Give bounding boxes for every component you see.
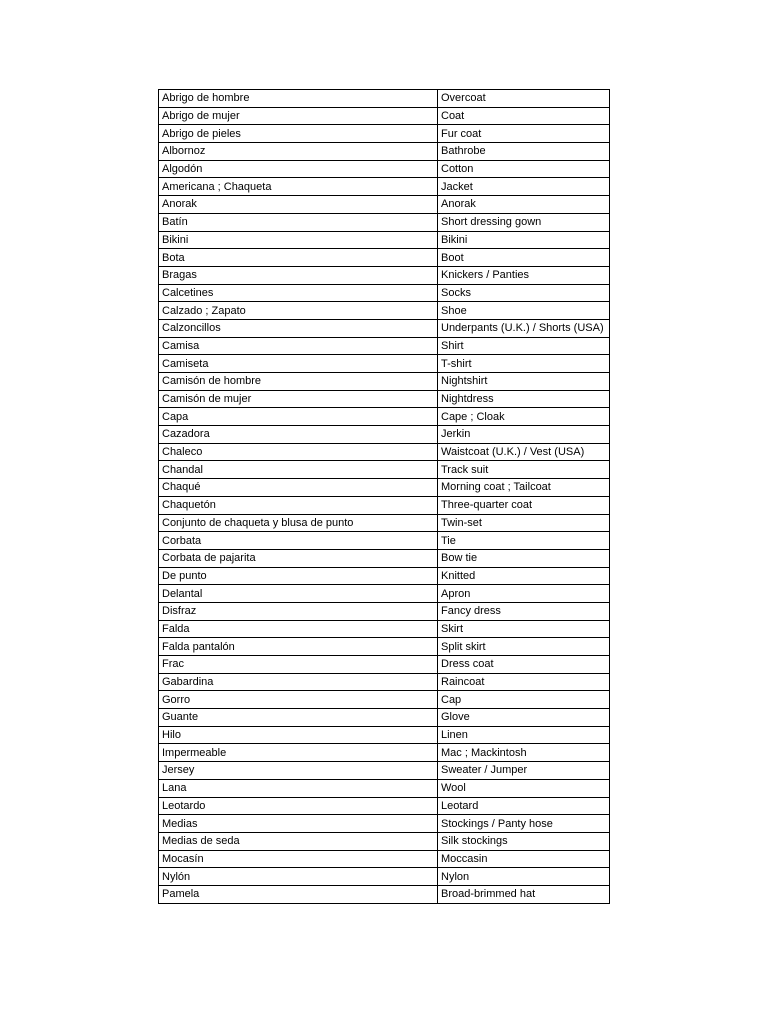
spanish-term-cell: De punto	[159, 567, 438, 585]
spanish-term-cell: Nylón	[159, 868, 438, 886]
english-term-cell: Knickers / Panties	[438, 266, 610, 284]
english-term-cell: T-shirt	[438, 355, 610, 373]
table-row	[159, 532, 610, 550]
english-term-cell: Leotard	[438, 797, 610, 815]
english-term-cell: Track suit	[438, 461, 610, 479]
english-term-cell: Sweater / Jumper	[438, 762, 610, 780]
english-term-cell: Nightdress	[438, 390, 610, 408]
english-term-cell: Cap	[438, 691, 610, 709]
table-row	[159, 143, 610, 161]
spanish-term-cell: Cazadora	[159, 426, 438, 444]
table-row	[159, 213, 610, 231]
table-row	[159, 107, 610, 125]
spanish-term-cell: Gabardina	[159, 673, 438, 691]
english-term-cell: Overcoat	[438, 90, 610, 108]
table-row	[159, 302, 610, 320]
table-row	[159, 815, 610, 833]
spanish-term-cell: Abrigo de mujer	[159, 107, 438, 125]
english-term-cell: Underpants (U.K.) / Shorts (USA)	[438, 319, 610, 337]
spanish-term-cell: Falda pantalón	[159, 638, 438, 656]
english-term-cell: Bow tie	[438, 549, 610, 567]
english-term-cell: Jerkin	[438, 426, 610, 444]
english-term-cell: Shirt	[438, 337, 610, 355]
english-term-cell: Raincoat	[438, 673, 610, 691]
english-term-cell: Mac ; Mackintosh	[438, 744, 610, 762]
table-row	[159, 620, 610, 638]
table-row	[159, 496, 610, 514]
spanish-term-cell: Hilo	[159, 726, 438, 744]
english-term-cell: Stockings / Panty hose	[438, 815, 610, 833]
spanish-term-cell: Abrigo de pieles	[159, 125, 438, 143]
table-row	[159, 160, 610, 178]
spanish-term-cell: Bikini	[159, 231, 438, 249]
table-row	[159, 461, 610, 479]
english-term-cell: Tie	[438, 532, 610, 550]
spanish-term-cell: Chaquetón	[159, 496, 438, 514]
english-term-cell: Apron	[438, 585, 610, 603]
english-term-cell: Fancy dress	[438, 602, 610, 620]
table-row	[159, 656, 610, 674]
table-row	[159, 443, 610, 461]
spanish-term-cell: Disfraz	[159, 602, 438, 620]
table-row	[159, 408, 610, 426]
table-row	[159, 762, 610, 780]
table-row	[159, 779, 610, 797]
table-row	[159, 337, 610, 355]
table-row	[159, 726, 610, 744]
table-row	[159, 709, 610, 727]
spanish-term-cell: Medias de seda	[159, 832, 438, 850]
table-row	[159, 850, 610, 868]
table-row	[159, 602, 610, 620]
spanish-term-cell: Impermeable	[159, 744, 438, 762]
spanish-term-cell: Guante	[159, 709, 438, 727]
english-term-cell: Waistcoat (U.K.) / Vest (USA)	[438, 443, 610, 461]
english-term-cell: Jacket	[438, 178, 610, 196]
english-term-cell: Split skirt	[438, 638, 610, 656]
table-row	[159, 390, 610, 408]
spanish-term-cell: Calcetines	[159, 284, 438, 302]
table-row	[159, 868, 610, 886]
spanish-term-cell: Delantal	[159, 585, 438, 603]
spanish-term-cell: Leotardo	[159, 797, 438, 815]
table-row	[159, 125, 610, 143]
english-term-cell: Wool	[438, 779, 610, 797]
table-row	[159, 514, 610, 532]
spanish-term-cell: Calzoncillos	[159, 319, 438, 337]
english-term-cell: Cape ; Cloak	[438, 408, 610, 426]
spanish-term-cell: Camisón de hombre	[159, 373, 438, 391]
english-term-cell: Skirt	[438, 620, 610, 638]
spanish-term-cell: Camiseta	[159, 355, 438, 373]
table-row	[159, 231, 610, 249]
spanish-term-cell: Frac	[159, 656, 438, 674]
spanish-term-cell: Camisa	[159, 337, 438, 355]
spanish-term-cell: Pamela	[159, 885, 438, 903]
english-term-cell: Knitted	[438, 567, 610, 585]
english-term-cell: Broad-brimmed hat	[438, 885, 610, 903]
english-term-cell: Shoe	[438, 302, 610, 320]
spanish-term-cell: Americana ; Chaqueta	[159, 178, 438, 196]
table-row	[159, 832, 610, 850]
english-term-cell: Anorak	[438, 196, 610, 214]
table-row	[159, 373, 610, 391]
spanish-term-cell: Corbata de pajarita	[159, 549, 438, 567]
table-row	[159, 284, 610, 302]
glossary-table	[158, 89, 610, 904]
english-term-cell: Nylon	[438, 868, 610, 886]
english-term-cell: Nightshirt	[438, 373, 610, 391]
english-term-cell: Linen	[438, 726, 610, 744]
spanish-term-cell: Gorro	[159, 691, 438, 709]
table-row	[159, 638, 610, 656]
table-row	[159, 744, 610, 762]
english-term-cell: Short dressing gown	[438, 213, 610, 231]
spanish-term-cell: Bragas	[159, 266, 438, 284]
table-row	[159, 549, 610, 567]
spanish-term-cell: Corbata	[159, 532, 438, 550]
spanish-term-cell: Batín	[159, 213, 438, 231]
english-term-cell: Silk stockings	[438, 832, 610, 850]
spanish-term-cell: Albornoz	[159, 143, 438, 161]
spanish-term-cell: Camisón de mujer	[159, 390, 438, 408]
spanish-term-cell: Mocasín	[159, 850, 438, 868]
english-term-cell: Twin-set	[438, 514, 610, 532]
english-term-cell: Bikini	[438, 231, 610, 249]
spanish-term-cell: Chandal	[159, 461, 438, 479]
table-row	[159, 249, 610, 267]
english-term-cell: Socks	[438, 284, 610, 302]
table-row	[159, 178, 610, 196]
english-term-cell: Coat	[438, 107, 610, 125]
spanish-term-cell: Bota	[159, 249, 438, 267]
spanish-term-cell: Capa	[159, 408, 438, 426]
table-row	[159, 319, 610, 337]
spanish-term-cell: Lana	[159, 779, 438, 797]
english-term-cell: Bathrobe	[438, 143, 610, 161]
english-term-cell: Glove	[438, 709, 610, 727]
english-term-cell: Three-quarter coat	[438, 496, 610, 514]
table-row	[159, 797, 610, 815]
english-term-cell: Cotton	[438, 160, 610, 178]
table-row	[159, 567, 610, 585]
table-row	[159, 196, 610, 214]
english-term-cell: Boot	[438, 249, 610, 267]
glossary-table-body	[159, 90, 610, 904]
spanish-term-cell: Abrigo de hombre	[159, 90, 438, 108]
table-row	[159, 885, 610, 903]
table-row	[159, 355, 610, 373]
table-row	[159, 585, 610, 603]
table-row	[159, 673, 610, 691]
spanish-term-cell: Chaqué	[159, 479, 438, 497]
english-term-cell: Dress coat	[438, 656, 610, 674]
spanish-term-cell: Jersey	[159, 762, 438, 780]
spanish-term-cell: Calzado ; Zapato	[159, 302, 438, 320]
table-row	[159, 426, 610, 444]
table-row	[159, 691, 610, 709]
spanish-term-cell: Medias	[159, 815, 438, 833]
spanish-term-cell: Anorak	[159, 196, 438, 214]
spanish-term-cell: Algodón	[159, 160, 438, 178]
table-row	[159, 90, 610, 108]
english-term-cell: Fur coat	[438, 125, 610, 143]
spanish-term-cell: Chaleco	[159, 443, 438, 461]
table-row	[159, 479, 610, 497]
spanish-term-cell: Falda	[159, 620, 438, 638]
table-row	[159, 266, 610, 284]
english-term-cell: Moccasin	[438, 850, 610, 868]
spanish-term-cell: Conjunto de chaqueta y blusa de punto	[159, 514, 438, 532]
english-term-cell: Morning coat ; Tailcoat	[438, 479, 610, 497]
